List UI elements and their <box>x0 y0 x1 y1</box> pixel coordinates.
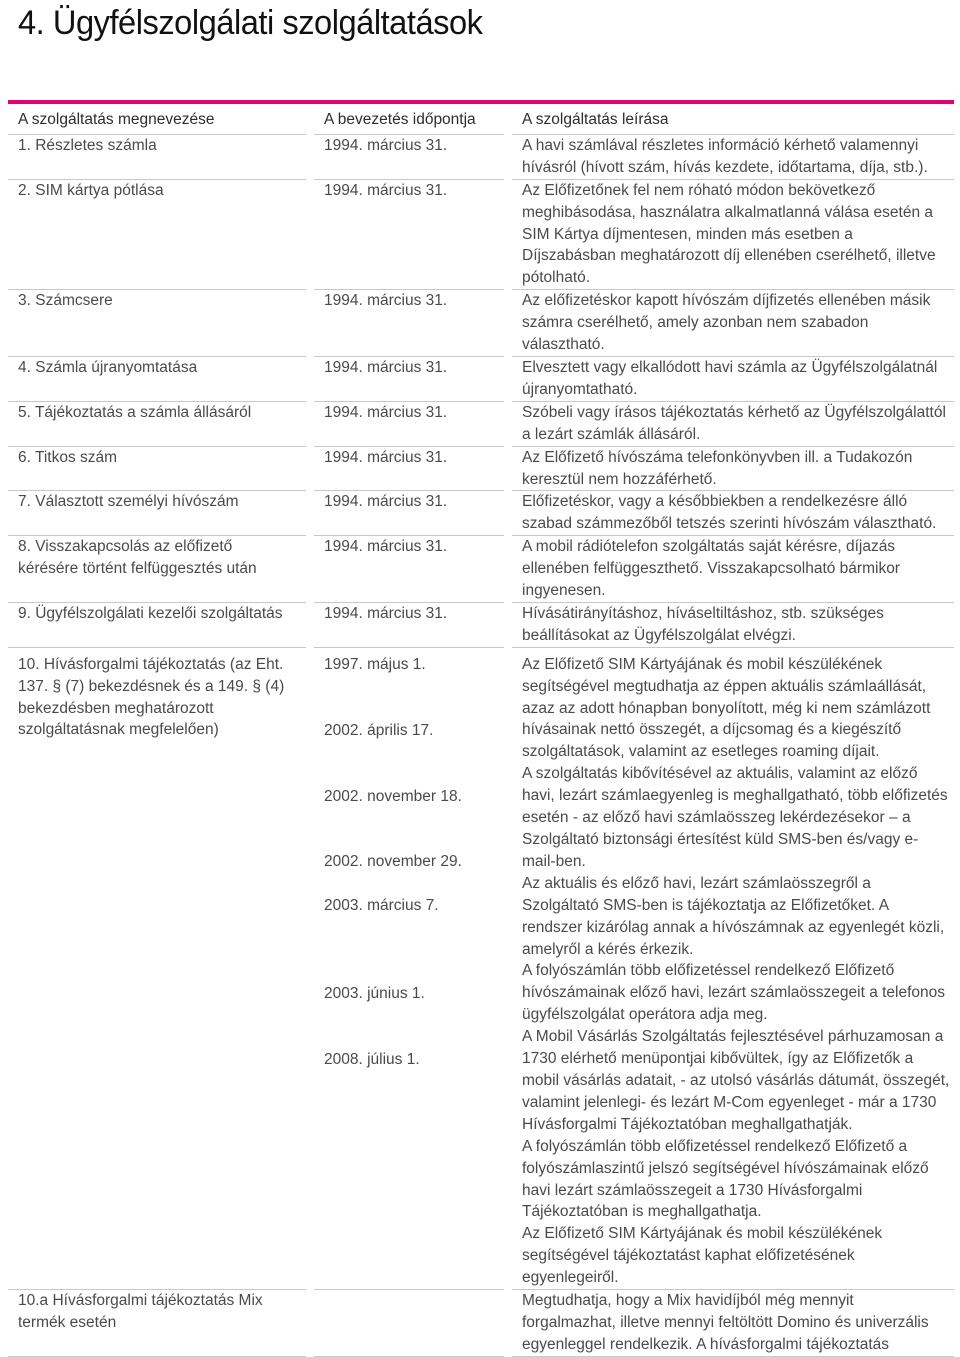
service-description: Hívásátirányításhoz, híváseltiltáshoz, stb. szükséges beállításokat az Ügyfélszolgálat elvégzi. <box>508 602 954 647</box>
page-title: 4. Ügyfélszolgálati szolgáltatások <box>18 4 483 42</box>
service-description: Szóbeli vagy írásos tájékoztatás kérhető az Ügyfélszolgálattól a lezárt számlák állásáról. <box>508 401 954 446</box>
service-date: 1994. március 31. <box>310 491 508 536</box>
service-date: 1994. március 31. <box>310 602 508 647</box>
service-name: 8. Visszakapcsolás az előfizető kérésére történt felfüggesztés után <box>8 536 310 603</box>
table-row <box>8 446 954 491</box>
service-name: 9. Ügyfélszolgálati kezelői szolgáltatás <box>8 602 310 647</box>
description-paragraph: A szolgáltatás kibővítésével az aktuális, valamint az előző havi, lezárt számlaegyenleg is meghallgatható, több előfizetés esetén - az előző havi számlaösszeg lekérdezésekor – a Szolgáltató biztonsági értesítést küld SMS-ben és/vagy e-mail-ben. <box>522 765 948 870</box>
service-description: A mobil rádiótelefon szolgáltatás saját kérésre, díjazás ellenében felfüggeszthető. Visszakapcsolható bármikor ingyenesen. <box>508 536 954 603</box>
description-paragraph: A folyószámlán több előfizetéssel rendelkező Előfizető hívószámainak előző havi, lezárt számlaösszegeit a telefonos ügyfélszolgálat operátora adja meg. <box>522 962 946 1024</box>
service-name: 4. Számla újranyomtatása <box>8 356 310 401</box>
service-name: 7. Választott személyi hívószám <box>8 491 310 536</box>
service-name: 10. Hívásforgalmi tájékoztatás (az Eht. 137. § (7) bekezdésnek és a 149. § (4) bekezdésben meghatározott szolgáltatásnak megfelelően) <box>8 647 310 1289</box>
table-row <box>8 356 954 401</box>
table-row <box>8 290 954 357</box>
service-name: 5. Tájékoztatás a számla állásáról <box>8 401 310 446</box>
service-date: 1994. március 31. <box>310 356 508 401</box>
description-paragraph: Az Előfizető SIM Kártyájának és mobil készülékének segítségével megtudhatja az éppen aktuális számlaállását, azaz az adott hónapban bonyolított, még ki nem számlázott hívásainak nettó összegét, a díjcsomag és a kiegészítő szolgáltatások, valamint az esetleges roaming díjait. <box>522 655 931 761</box>
service-description: Az Előfizetőnek fel nem róható módon bekövetkező meghibásodása, használatra alkalmatlanná válása esetén a SIM Kártya díjmentesen, minden más esetben a Díjszabásban meghatározott díj ellenében cserélhető, illetve pótolható. <box>508 179 954 290</box>
header-service-name: A szolgáltatás megnevezése <box>8 106 310 134</box>
service-name: 2. SIM kártya pótlása <box>8 179 310 290</box>
table-row <box>8 491 954 536</box>
description-paragraph: A folyószámlán több előfizetéssel rendelkező Előfizető a folyószámlaszintű jelszó segítségével hívószámainak előző havi lezárt számlaösszegeit a 1730 Hívásforgalmi Tájékoztatóban is meghallgathatja. <box>522 1137 929 1221</box>
service-description: Az Előfizető hívószáma telefonkönyvben ill. a Tudakozón keresztül nem hozzáférhető. <box>508 446 954 491</box>
service-date: 2008. július 1. <box>324 1051 420 1069</box>
service-description: Megtudhatja, hogy a Mix havidíjból még mennyit forgalmazhat, illetve mennyi feltöltött Domino és univerzális egyenleggel rendelkezik. A hívásforgalmi tájékoztatás <box>508 1290 954 1357</box>
table-row-call-traffic-info <box>8 647 954 1289</box>
service-description <box>508 647 954 1289</box>
service-date: 1994. március 31. <box>310 536 508 603</box>
service-date: 1994. március 31. <box>310 179 508 290</box>
service-name: 3. Számcsere <box>8 290 310 357</box>
table-row <box>8 179 954 290</box>
accent-line <box>8 100 954 104</box>
table-row <box>8 536 954 603</box>
table-row <box>8 602 954 647</box>
table-row <box>8 134 954 179</box>
service-date: 2002. november 29. <box>324 853 462 871</box>
service-date: 1994. március 31. <box>310 401 508 446</box>
service-date: 1994. március 31. <box>310 290 508 357</box>
service-date: 2003. június 1. <box>324 985 425 1003</box>
table-header-row <box>8 106 954 134</box>
header-service-description: A szolgáltatás leírása <box>508 106 954 134</box>
service-date: 1994. március 31. <box>310 446 508 491</box>
table-row-mix-product <box>8 1290 954 1357</box>
service-name: 6. Titkos szám <box>8 446 310 491</box>
service-description: Az előfizetéskor kapott hívószám díjfizetés ellenében másik számra cserélhető, amely azonban nem szabadon választható. <box>508 290 954 357</box>
service-date: 2002. november 18. <box>324 787 462 805</box>
service-date: 2003. március 7. <box>324 897 439 915</box>
service-date: 1994. március 31. <box>310 134 508 179</box>
description-paragraph: Az aktuális és előző havi, lezárt számlaösszegről a Szolgáltató SMS-ben is tájékoztatja az Előfizetőket. A rendszer kizárólag annak a hívószámnak az egyenlegét közli, amelyről a kérés érkezik. <box>522 874 945 958</box>
service-date <box>310 1290 508 1357</box>
service-description: A havi számlával részletes információ kérhető valamennyi hívásról (hívott szám, hívás kezdete, időtartama, díja, stb.). <box>508 134 954 179</box>
service-date: 1997. május 1. <box>324 655 426 673</box>
header-introduction-date: A bevezetés időpontja <box>310 106 508 134</box>
table-row <box>8 401 954 446</box>
description-paragraph: A Mobil Vásárlás Szolgáltatás fejlesztésével párhuzamosan a 1730 elérhető menüpontjai kibővültek, így az Előfizetők a mobil vásárlás adatait, - az utolsó vásárlás dátumát, összegét, valamint jelenlegi- és lezárt M-Com egyenleget - már a 1730 Hívásforgalmi Tájékoztatóban meghallgathatják. <box>522 1028 950 1133</box>
service-name: 1. Részletes számla <box>8 134 310 179</box>
service-name: 10.a Hívásforgalmi tájékoztatás Mix termék esetén <box>8 1290 310 1357</box>
service-date: 2002. április 17. <box>324 721 434 739</box>
service-description: Előfizetéskor, vagy a későbbiekben a rendelkezésre álló szabad számmezőből tetszés szerinti hívószám választható. <box>508 491 954 536</box>
description-paragraph: Az Előfizető SIM Kártyájának és mobil készülékének segítségével tájékoztatást kaphat előfizetésének egyenlegeiről. <box>522 1225 883 1287</box>
service-description: Elvesztett vagy elkallódott havi számla az Ügyfélszolgálatnál újranyomtatható. <box>508 356 954 401</box>
service-dates <box>310 647 508 1289</box>
services-table <box>8 106 954 1357</box>
